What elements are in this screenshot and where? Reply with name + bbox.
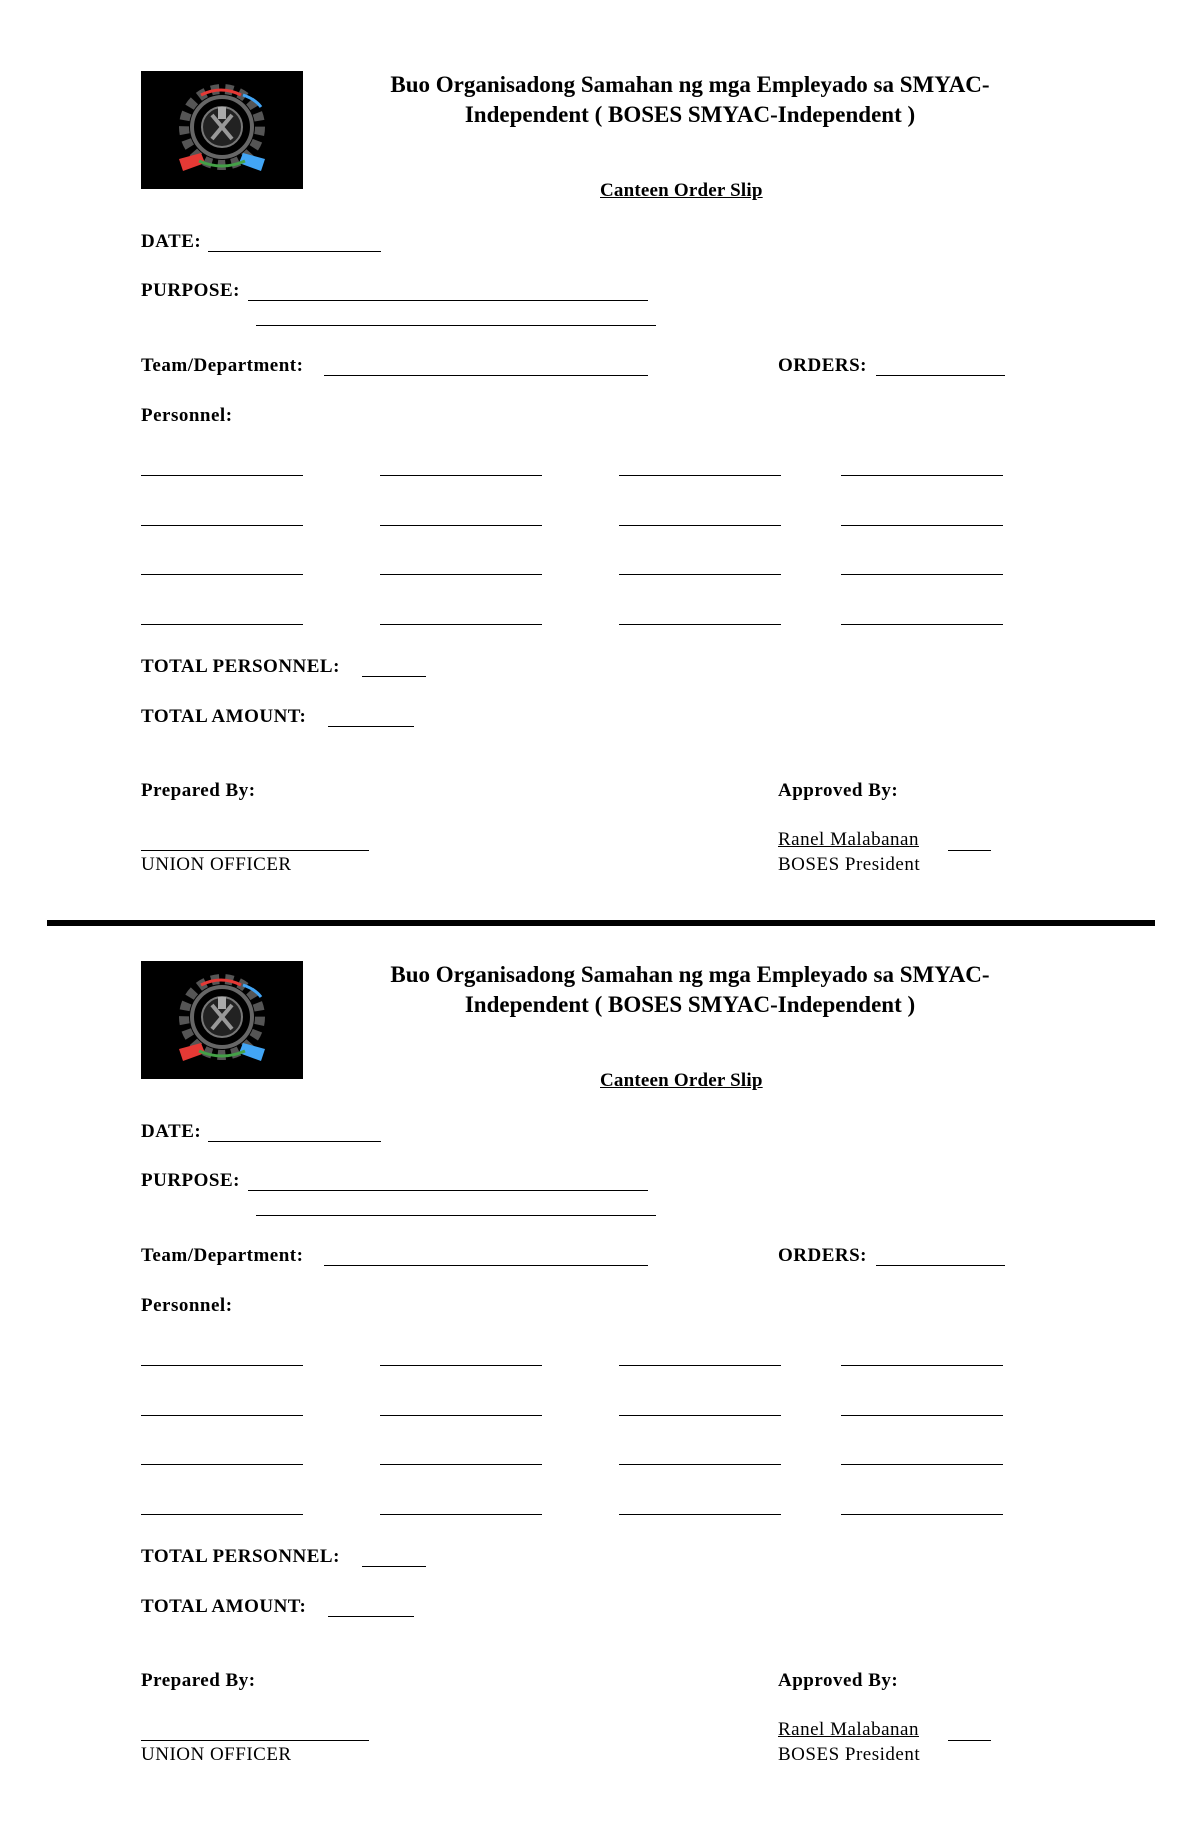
prepared-by-label: Prepared By: (141, 1670, 256, 1691)
personnel-entry-field[interactable] (619, 624, 781, 625)
prepared-by-signature-line[interactable] (141, 1740, 369, 1741)
total-personnel-label: TOTAL PERSONNEL: (141, 656, 340, 677)
slip-title: Canteen Order Slip (600, 1070, 763, 1091)
personnel-entry-field[interactable] (619, 1415, 781, 1416)
personnel-entry-field[interactable] (380, 574, 542, 575)
approver-signature-line[interactable] (948, 850, 991, 851)
personnel-entry-field[interactable] (619, 1365, 781, 1366)
personnel-entry-field[interactable] (841, 574, 1003, 575)
approved-by-label: Approved By: (778, 1670, 899, 1691)
personnel-entry-field[interactable] (619, 574, 781, 575)
purpose-label: PURPOSE: (141, 1170, 240, 1191)
personnel-entry-field[interactable] (841, 525, 1003, 526)
personnel-entry-field[interactable] (841, 624, 1003, 625)
personnel-entry-field[interactable] (841, 475, 1003, 476)
total-personnel-field[interactable] (362, 676, 426, 677)
personnel-label: Personnel: (141, 1295, 233, 1316)
personnel-entry-field[interactable] (141, 1415, 303, 1416)
personnel-entry-field[interactable] (619, 1464, 781, 1465)
personnel-entry-field[interactable] (380, 624, 542, 625)
total-amount-label: TOTAL AMOUNT: (141, 706, 307, 727)
personnel-entry-field[interactable] (380, 1365, 542, 1366)
personnel-entry-field[interactable] (619, 1514, 781, 1515)
approved-by-label: Approved By: (778, 780, 899, 801)
personnel-entry-field[interactable] (619, 475, 781, 476)
union-officer-label: UNION OFFICER (141, 854, 292, 875)
total-personnel-field[interactable] (362, 1566, 426, 1567)
team-department-label: Team/Department: (141, 355, 304, 376)
date-label: DATE: (141, 1121, 202, 1142)
team-department-field[interactable] (324, 375, 648, 376)
personnel-entry-field[interactable] (380, 1464, 542, 1465)
team-department-field[interactable] (324, 1265, 648, 1266)
total-amount-field[interactable] (328, 726, 414, 727)
team-department-label: Team/Department: (141, 1245, 304, 1266)
order-slip-2 (0, 890, 1200, 1770)
personnel-entry-field[interactable] (380, 1415, 542, 1416)
personnel-entry-field[interactable] (141, 1464, 303, 1465)
personnel-entry-field[interactable] (841, 1415, 1003, 1416)
personnel-entry-field[interactable] (141, 624, 303, 625)
personnel-entry-field[interactable] (380, 525, 542, 526)
personnel-entry-field[interactable] (841, 1365, 1003, 1366)
org-title-line1: Buo Organisadong Samahan ng mga Empleyado sa SMYAC- (390, 72, 990, 97)
personnel-entry-field[interactable] (841, 1464, 1003, 1465)
boses-logo (141, 961, 303, 1079)
gear-emblem-icon (141, 71, 303, 189)
personnel-entry-field[interactable] (141, 475, 303, 476)
personnel-entry-field[interactable] (380, 475, 542, 476)
boses-logo (141, 71, 303, 189)
purpose-field-line1[interactable] (248, 300, 648, 301)
orders-label: ORDERS: (778, 1245, 868, 1266)
approver-signature-line[interactable] (948, 1740, 991, 1741)
org-title-line2: Independent ( BOSES SMYAC-Independent ) (464, 992, 916, 1017)
prepared-by-signature-line[interactable] (141, 850, 369, 851)
date-field[interactable] (208, 1141, 381, 1142)
personnel-entry-field[interactable] (380, 1514, 542, 1515)
personnel-entry-field[interactable] (141, 525, 303, 526)
personnel-entry-field[interactable] (141, 574, 303, 575)
purpose-label: PURPOSE: (141, 280, 240, 301)
prepared-by-label: Prepared By: (141, 780, 256, 801)
approver-name: Ranel Malabanan (778, 829, 919, 850)
date-field[interactable] (208, 251, 381, 252)
orders-field[interactable] (876, 1265, 1005, 1266)
personnel-entry-field[interactable] (619, 525, 781, 526)
org-title-line1: Buo Organisadong Samahan ng mga Empleyado sa SMYAC- (390, 962, 990, 987)
total-personnel-label: TOTAL PERSONNEL: (141, 1546, 340, 1567)
approver-title: BOSES President (778, 1744, 921, 1765)
approver-name: Ranel Malabanan (778, 1719, 919, 1740)
gear-emblem-icon (141, 961, 303, 1079)
orders-label: ORDERS: (778, 355, 868, 376)
personnel-entry-field[interactable] (141, 1514, 303, 1515)
purpose-field-line1[interactable] (248, 1190, 648, 1191)
organization-title (345, 70, 1035, 130)
slip-title: Canteen Order Slip (600, 180, 763, 201)
total-amount-field[interactable] (328, 1616, 414, 1617)
organization-title (345, 960, 1035, 1020)
union-officer-label: UNION OFFICER (141, 1744, 292, 1765)
total-amount-label: TOTAL AMOUNT: (141, 1596, 307, 1617)
orders-field[interactable] (876, 375, 1005, 376)
personnel-label: Personnel: (141, 405, 233, 426)
date-label: DATE: (141, 231, 202, 252)
org-title-line2: Independent ( BOSES SMYAC-Independent ) (464, 102, 916, 127)
purpose-field-line2[interactable] (256, 325, 656, 326)
personnel-entry-field[interactable] (141, 1365, 303, 1366)
personnel-entry-field[interactable] (841, 1514, 1003, 1515)
order-slip-1 (0, 0, 1200, 880)
approver-title: BOSES President (778, 854, 921, 875)
purpose-field-line2[interactable] (256, 1215, 656, 1216)
